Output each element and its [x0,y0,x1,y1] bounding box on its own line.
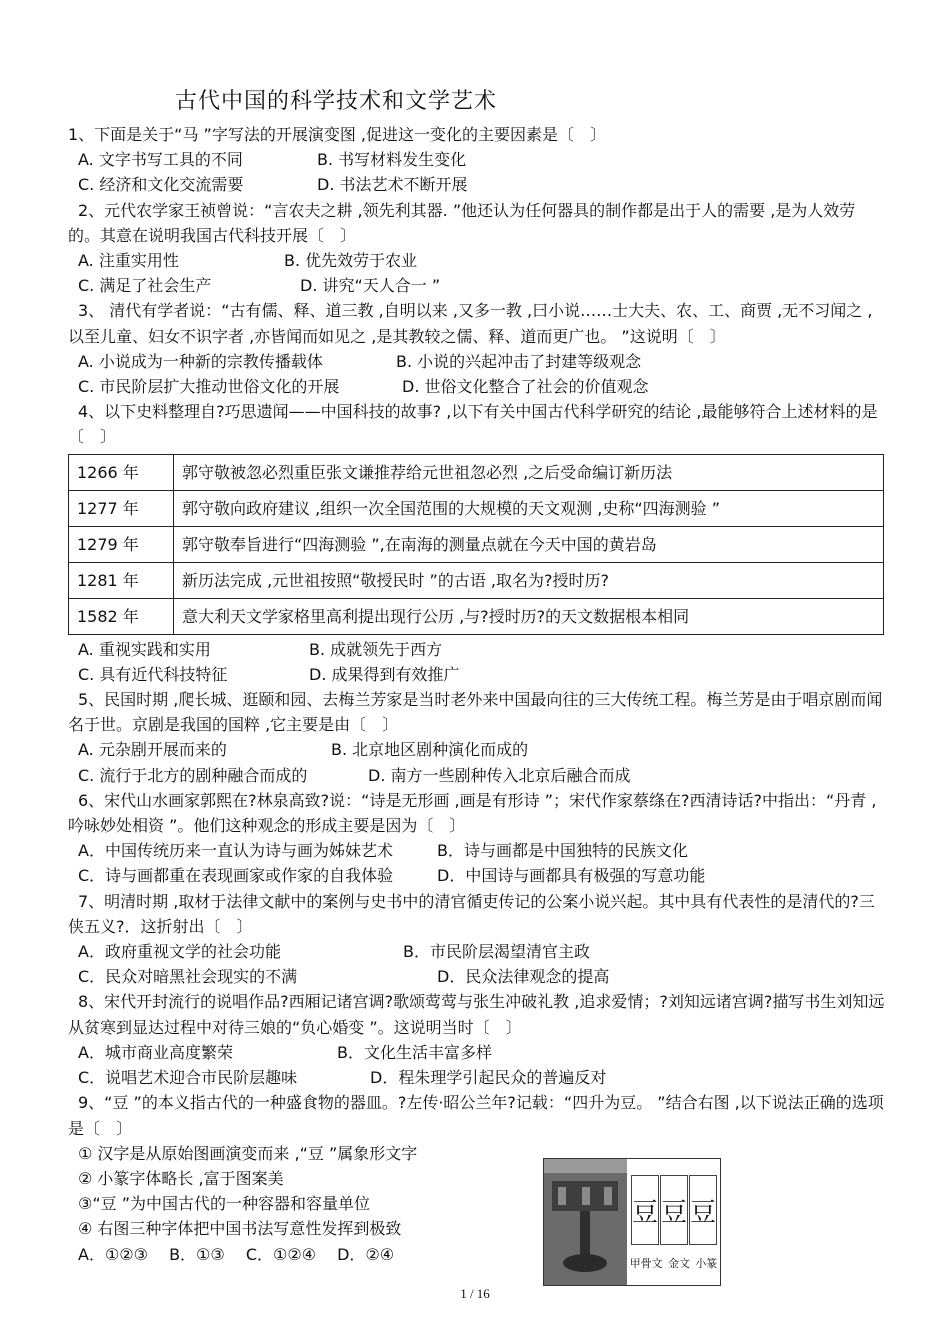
page-number: 1 / 16 [460,1286,490,1301]
q9-answer-options: A．①②③ B．①③ C．①②④ D．②④ [78,1244,395,1264]
q7-option-c: C．民众对暗黑社会现实的不满 [78,967,298,987]
q1-options-row1 [68,147,886,172]
table-row [69,562,884,598]
q2-stem: 2、元代农学家王祯曾说：“言农夫之耕 ,领先利其器. ”他还认为任何器具的制作都是出于人的需要 ,是为人效劳的。其意在说明我国古代科技开展〔 〕 [68,200,856,245]
bronze-vessel-photo [544,1159,627,1285]
q2-option-b: B. 优先效劳于农业 [284,251,418,271]
q7-options-row2 [68,964,886,989]
table-year-cell: 1266 年 [69,454,174,490]
q9-figure [543,1158,721,1286]
small-seal-glyph: 豆 [689,1175,717,1245]
q6-options-row2 [68,863,886,888]
q3-option-b: B. 小说的兴起冲击了封建等级观念 [396,351,642,371]
q1-option-b: B. 书写材料发生变化 [317,150,467,170]
label-bronze-script: 金文 [667,1257,690,1270]
q1-option-d: D. 书法艺术不断开展 [317,175,468,195]
q5-option-b: B. 北京地区剧种演化而成的 [331,740,529,760]
q4-stem: 4、以下史料整理自?巧思遗闻——中国科技的故事? ,以下有关中国古代科学研究的结论 ,最能够符合上述材料的是〔 〕 [68,402,878,447]
table-event-cell: 郭守敬被忽必烈重臣张文谦推荐给元世祖忽必烈 ,之后受命编订新历法 [174,454,884,490]
q9-statement-4: ④ 右图三种字体把中国书法写意性发挥到极致 [78,1219,402,1239]
table-row [69,454,884,490]
table-row [69,490,884,526]
q6-option-d: D．中国诗与画都具有极强的写意功能 [437,866,706,886]
vessel-illustration [544,1159,627,1285]
q8-option-a: A．城市商业高度繁荣 [78,1042,233,1062]
q5-option-c: C. 流行于北方的剧种融合而成的 [78,765,308,785]
q4-option-d: D. 成果得到有效推广 [309,664,460,684]
bronze-script-glyph: 豆 [660,1175,688,1245]
table-year-cell: 1281 年 [69,562,174,598]
question-list [68,122,886,1267]
q2-options-row1 [68,248,886,273]
q2-option-c: C. 满足了社会生产 [78,276,212,296]
q2-option-d: D. 讲究“天人合一 ” [300,276,441,296]
q1-option-a: A. 文字书写工具的不同 [78,150,243,170]
q4-option-b: B. 成就领先于西方 [309,639,443,659]
table-year-cell: 1279 年 [69,526,174,562]
character-forms-panel [627,1159,720,1285]
q1-stem: 1、下面是关于“马 ”字写法的开展演变图 ,促进这一变化的主要因素是〔 〕 [68,125,607,144]
q4-option-a: A. 重视实践和实用 [78,639,211,659]
q2-options-row2 [68,273,886,298]
table-year-cell: 1582 年 [69,598,174,634]
q9-stem: 9、“豆 ”的本义指古代的一种盛食物的器皿。?左传·昭公兰年?记载：“四升为豆。 ”结合右图 ,以下说法正确的选项是〔 〕 [68,1093,884,1138]
q4-option-c: C. 具有近代科技特征 [78,664,228,684]
q6-option-a: A．中国传统历来一直认为诗与画为姊妹艺术 [78,841,393,861]
table-event-cell: 意大利天文学家格里高利提出现行公历 ,与?授时历?的天文数据根本相同 [174,598,884,634]
q3-option-a: A. 小说成为一种新的宗教传播载体 [78,351,323,371]
table-row [69,526,884,562]
page-title: 古代中国的科学技术和文学艺术 [175,89,498,114]
q1-option-c: C. 经济和文化交流需要 [78,175,244,195]
q6-stem: 6、宋代山水画家郭熙在?林泉高致?说：“诗是无形画 ,画是有形诗 ”；宋代作家蔡绦在?西清诗话?中指出：“丹青 ,吟咏妙处相资 ”。他们这种观念的形成主要是因为〔 〕 [68,790,877,836]
q7-option-b: B．市民阶层渴望清官主政 [403,942,590,962]
q7-option-a: A．政府重视文学的社会功能 [78,942,281,962]
q8-option-b: B．文化生活丰富多样 [337,1042,492,1062]
q7-options-row1 [68,939,886,964]
table-event-cell: 郭守敬向政府建议 ,组织一次全国范围的大规模的天文观测 ,史称“四海测验 ” [174,490,884,526]
q9-statement-2: ② 小篆字体略长 ,富于图案美 [78,1168,284,1188]
q5-stem: 5、民国时期 ,爬长城、逛颐和园、去梅兰芳家是当时老外来中国最向往的三大传统工程。梅兰芳是由于唱京剧而闻名于世。京剧是我国的国粹 ,它主要是由〔 〕 [68,690,883,735]
q3-stem: 3、 清代有学者说：“古有儒、释、道三教 ,自明以来 ,又多一教 ,曰小说……士大夫、农、工、商贾 ,无不习闻之 ,以至儿童、妇女不识字者 ,亦皆闻而如见之 ,是其教较之儒、释、道而更广也。 ”这说明〔 〕 [68,301,873,346]
q2-option-a: A. 注重实用性 [78,251,179,271]
q6-option-c: C．诗与画都重在表现画家或作家的自我体验 [78,866,394,886]
script-labels [627,1255,720,1271]
q4-options-row2 [68,662,886,687]
q5-option-a: A. 元杂剧开展而来的 [78,740,227,760]
q6-options-row1 [68,838,886,863]
label-small-seal: 小篆 [695,1257,718,1270]
q3-option-c: C. 市民阶层扩大推动世俗文化的开展 [78,377,340,397]
table-year-cell: 1277 年 [69,490,174,526]
q4-history-table [68,454,884,635]
q5-option-d: D. 南方一些剧种传入北京后融合而成 [368,765,631,785]
table-event-cell: 郭守敬奉旨进行“四海测验 ”,在南海的测量点就在今天中国的黄岩岛 [174,526,884,562]
q5-options-row1 [68,737,886,762]
q3-options-row1 [68,349,886,374]
q8-options-row1 [68,1040,886,1065]
q5-options-row2 [68,763,886,788]
table-event-cell: 新历法完成 ,元世祖按照“敬授民时 ”的古语 ,取名为?授时历? [174,562,884,598]
q8-stem: 8、宋代开封流行的说唱作品?西厢记诸宫调?歌颂莺莺与张生冲破礼教 ,追求爱情；?刘知远诸宫调?描写书生刘知远从贫寒到显达过程中对待三娘的“负心婚变 ”。这说明当时〔 〕 [68,992,885,1037]
q8-option-d: D．程朱理学引起民众的普遍反对 [370,1068,607,1088]
q1-options-row2 [68,172,886,197]
q8-options-row2 [68,1065,886,1090]
q6-option-b: B．诗与画都是中国独特的民族文化 [437,841,688,861]
q9-statement-1: ① 汉字是从原始图画演变而来 ,“豆 ”属象形文字 [78,1143,418,1163]
label-oracle-bone: 甲骨文 [629,1257,663,1270]
q9-statement-3: ③“豆 ”为中国古代的一种容器和容量单位 [78,1194,371,1214]
q3-option-d: D. 世俗文化整合了社会的价值观念 [402,377,649,397]
q7-option-d: D．民众法律观念的提高 [437,967,610,987]
oracle-bone-glyph: 豆 [631,1175,659,1245]
q4-options-row1 [68,637,886,662]
q7-stem: 7、明清时期 ,取材于法律文献中的案例与史书中的清官循吏传记的公案小说兴起。其中具有代表性的是清代的?三侠五义?．这折射出〔 〕 [68,891,875,936]
table-row [69,598,884,634]
q8-option-c: C．说唱艺术迎合市民阶层趣味 [78,1068,298,1088]
q3-options-row2 [68,374,886,399]
